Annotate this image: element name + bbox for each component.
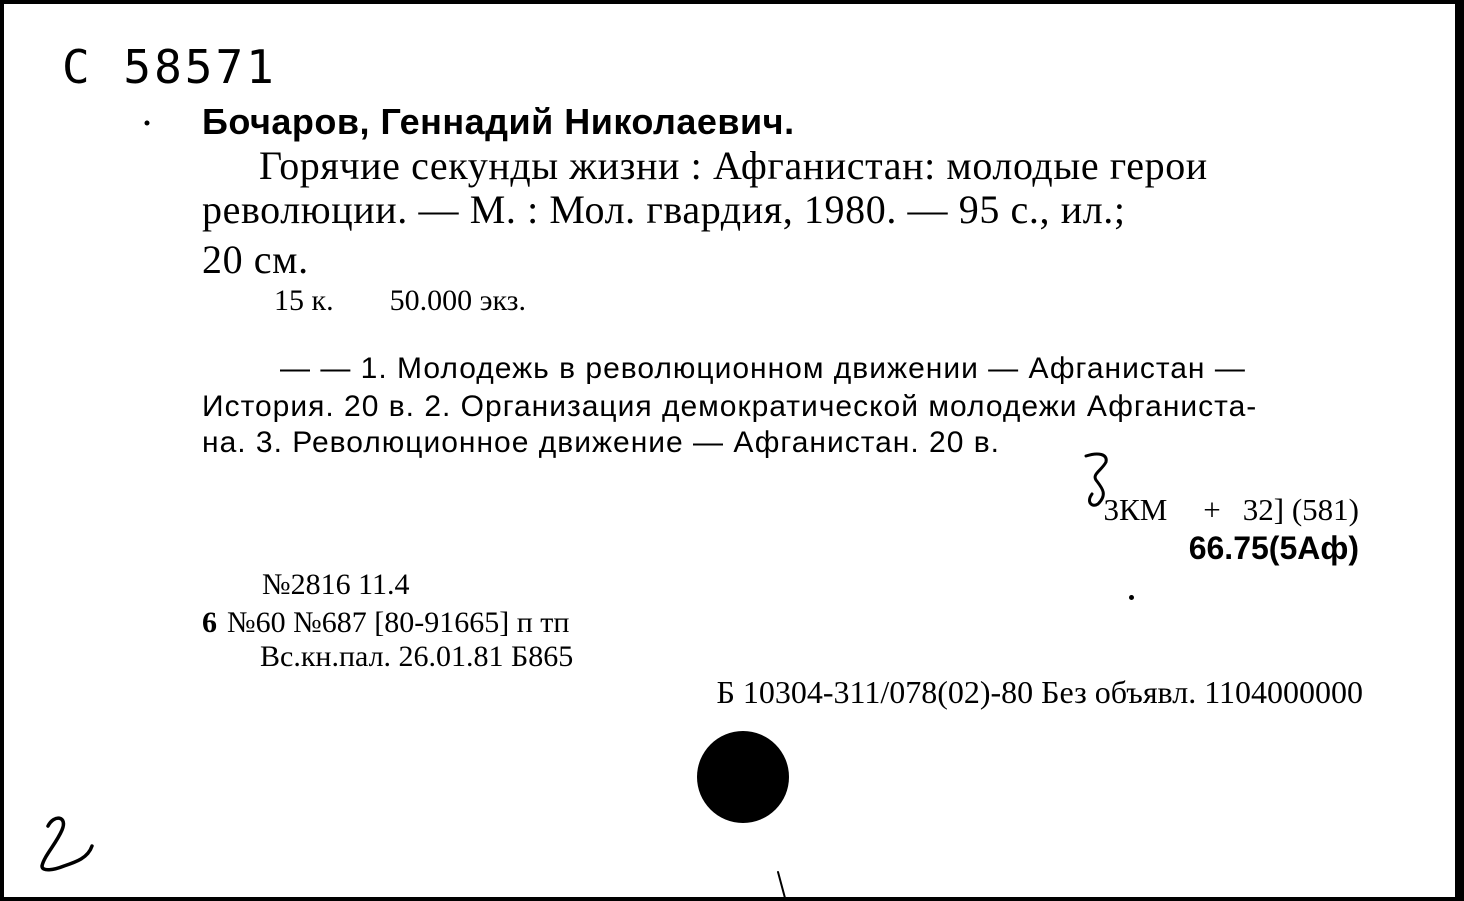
service-numbers: №60 №687 [80-91665] п тп (227, 606, 570, 639)
title-line-3: 20 см. (202, 237, 309, 282)
subject-line-3: на. 3. Революционное движение — Афганистан. 20 в. (202, 426, 1001, 459)
ink-dot (1129, 595, 1134, 600)
pencil-stroke-icon (775, 870, 789, 900)
classification-plus: + (1203, 492, 1221, 527)
registry-line: Вс.кн.пал. 26.01.81 Б865 (260, 640, 574, 673)
classification-line-2: 66.75(5Аф) (1188, 530, 1359, 566)
speck-icon (142, 118, 152, 128)
handwritten-initial-icon (34, 812, 100, 876)
price-line (274, 286, 526, 316)
order-number: №2816 11.4 (262, 568, 410, 601)
call-number: С 58571 (62, 40, 277, 94)
index-line: Б 10304-311/078(02)-80 Без объявл. 1104000000 (716, 674, 1363, 710)
classification-line-1 (1104, 494, 1359, 525)
classification-udc: 32] (581) (1242, 492, 1359, 527)
subject-line-1: — — 1. Молодежь в революционном движении — Афганистан — (280, 352, 1246, 385)
author-heading: Бочаров, Геннадий Николаевич. (202, 101, 795, 142)
handwritten-mark-icon (1078, 450, 1122, 510)
classification-code: 3КМ (1103, 492, 1168, 527)
title-line-1: Горячие секунды жизни : Афганистан: молодые герои (259, 143, 1208, 188)
price: 15 к. (274, 284, 334, 317)
service-prefix: 6 (202, 606, 217, 639)
punch-hole (697, 731, 789, 823)
service-line-2 (202, 608, 569, 638)
subject-line-2: История. 20 в. 2. Организация демократической молодежи Афганиста- (202, 390, 1258, 423)
title-line-2: революции. — М. : Мол. гвардия, 1980. — 95 с., ил.; (202, 187, 1126, 232)
print-run: 50.000 экз. (389, 284, 526, 317)
